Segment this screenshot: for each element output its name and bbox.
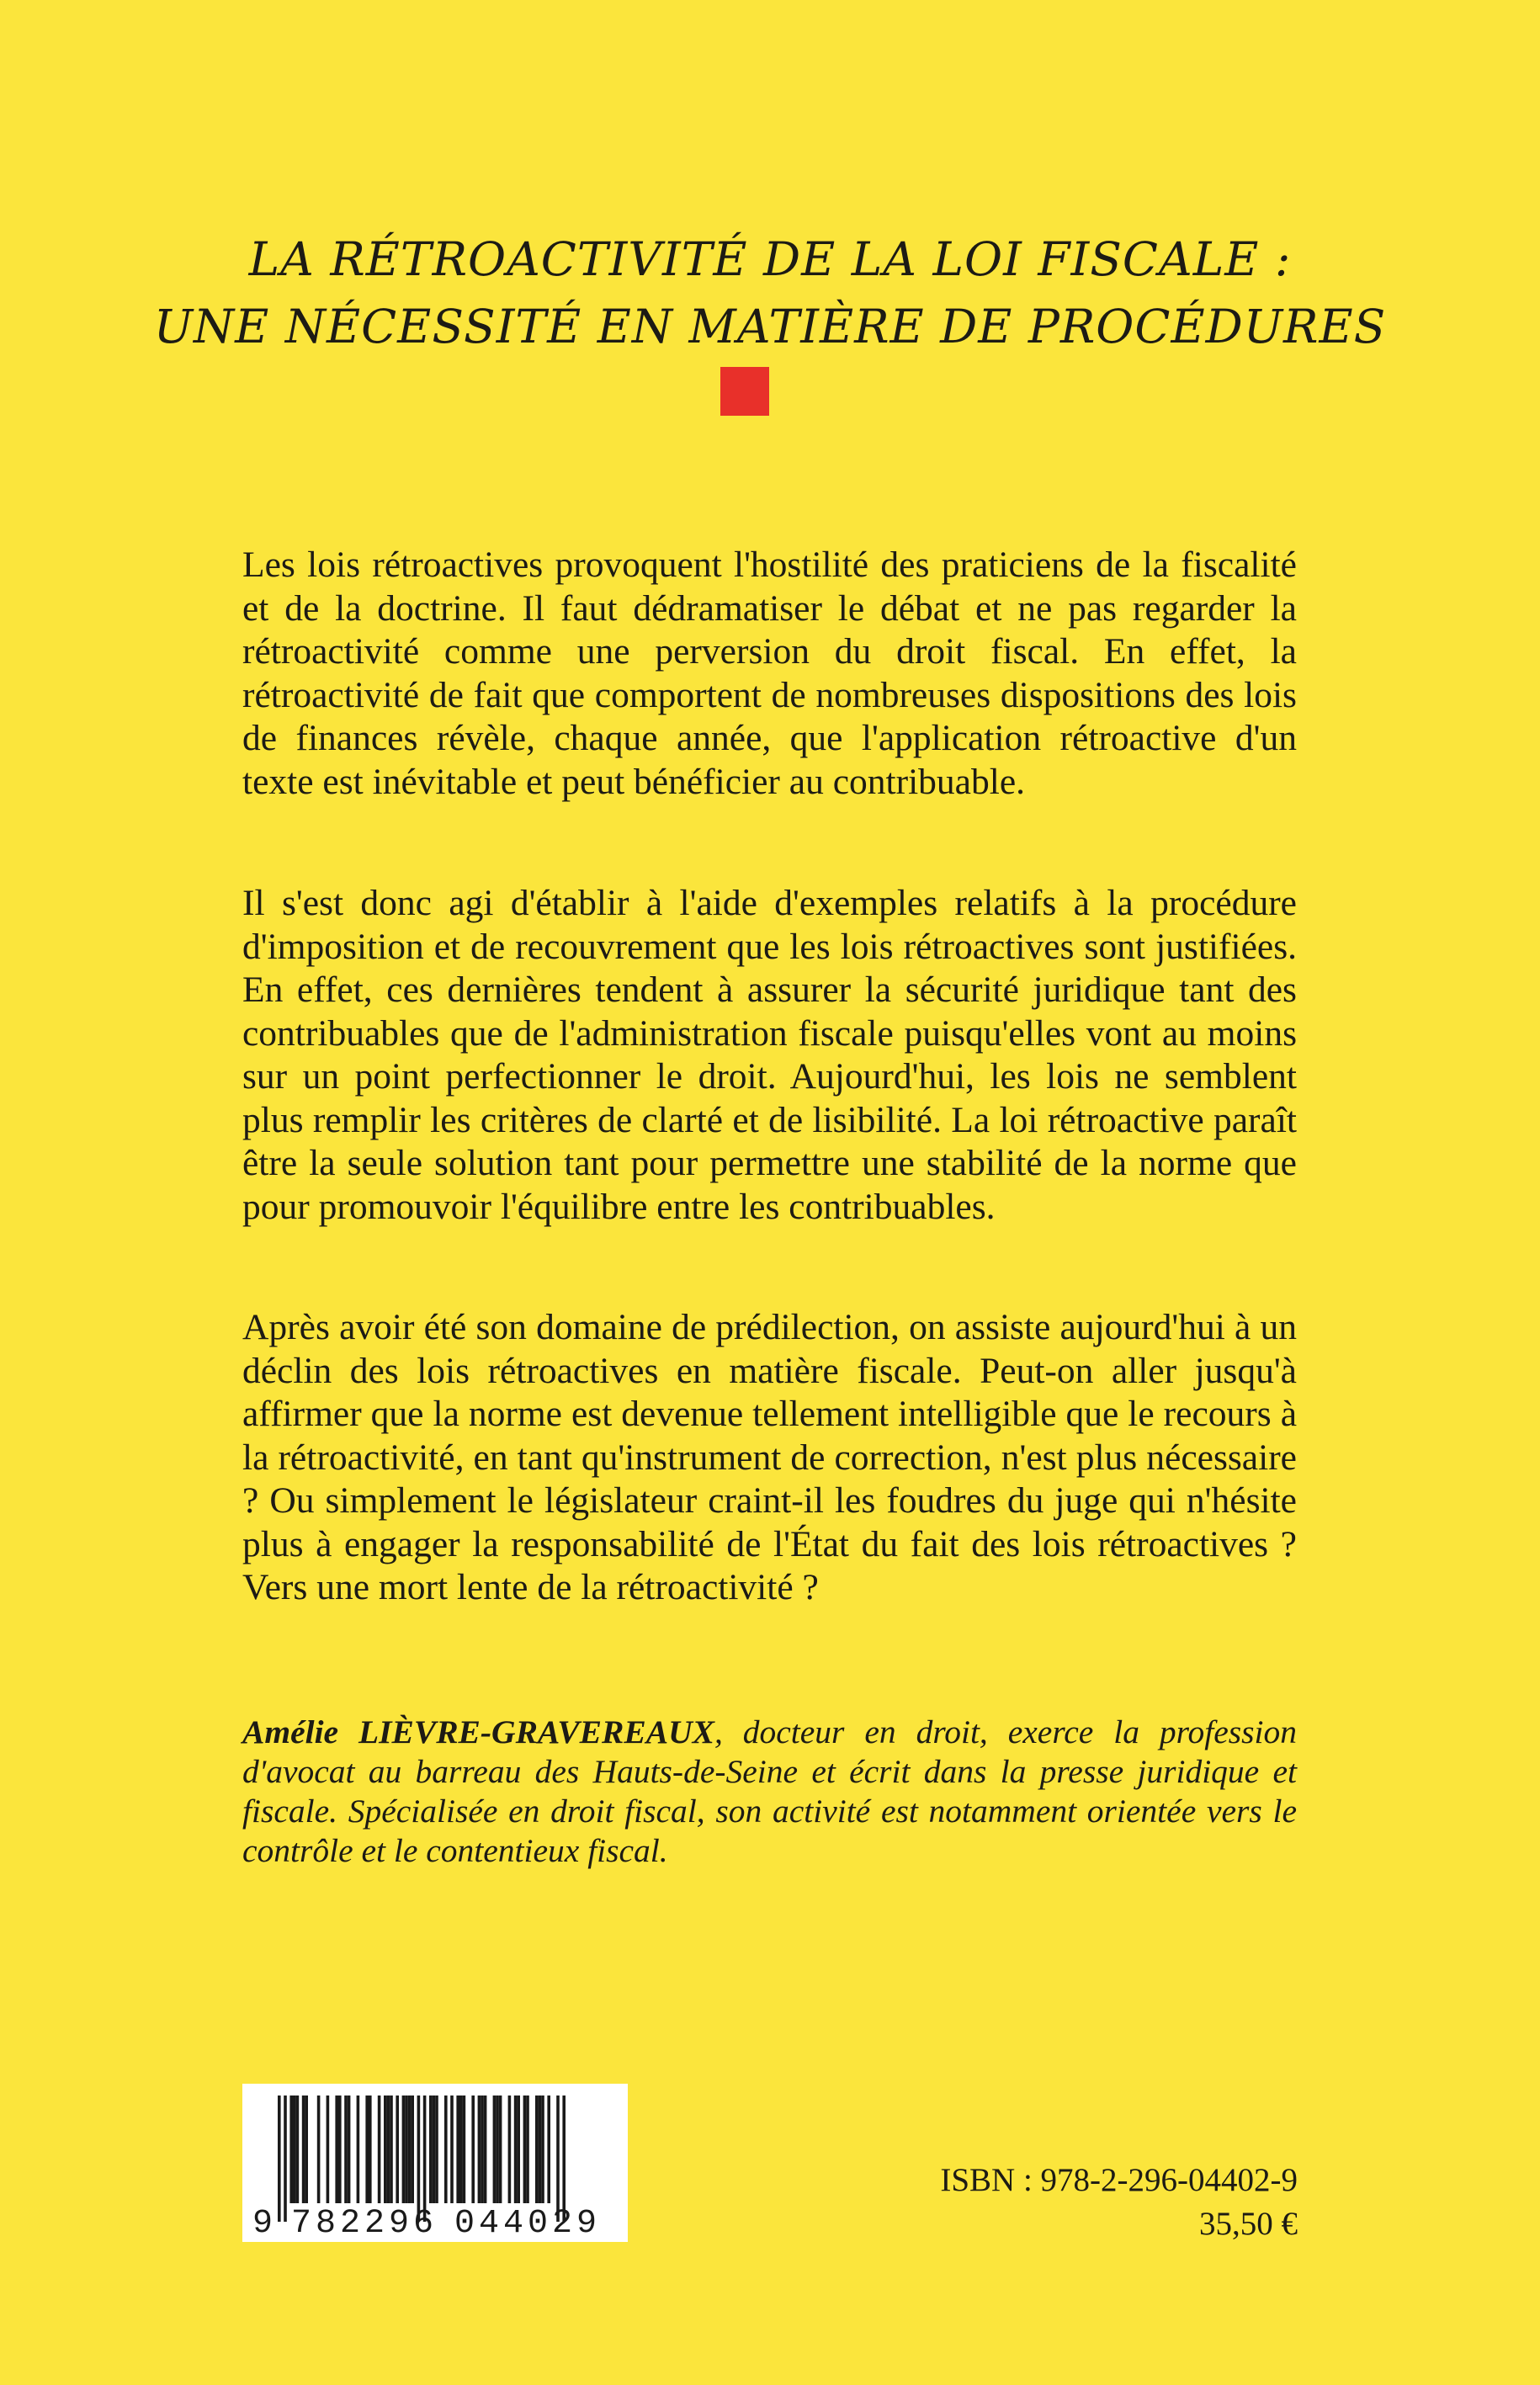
barcode-bar — [456, 2096, 459, 2203]
barcode-bar — [348, 2096, 351, 2203]
barcode-bar — [459, 2096, 463, 2203]
barcode-bar — [338, 2096, 342, 2203]
barcode-bar — [523, 2096, 527, 2203]
barcode-bar — [496, 2096, 499, 2203]
barcode-bar — [517, 2096, 520, 2203]
barcode-bar — [357, 2096, 360, 2203]
author-name: Amélie LIÈVRE-GRAVEREAUX — [242, 1713, 714, 1750]
price: 35,50 € — [1199, 2206, 1298, 2242]
summary-paragraph-2: Il s'est donc agi d'établir à l'aide d'exemples relatifs à la procédure d'imposition et de recouvrement que les lois rétroactives sont justifiées. En effet, ces dernières tendent à assurer la sécurité juridique tant des contribuables que de l'administration fiscale puisqu'elles vont au moins sur un point perfectionner le droit. Aujourd'hui, les lois ne semblent plus remplir les critères de clarté et de lisibilité. La loi rétroactive paraît être la seule solution tant pour permettre une stabilité de la norme que pour promouvoir l'équilibre entre les contribuables. — [242, 883, 1297, 1227]
barcode-bar — [402, 2096, 406, 2203]
barcode-bar — [514, 2096, 518, 2203]
barcode-bar — [541, 2096, 544, 2203]
barcode-bar — [305, 2096, 308, 2203]
barcode-bar — [556, 2096, 560, 2222]
decorative-red-square — [720, 367, 769, 416]
barcode-bar — [396, 2096, 399, 2203]
barcode-bar — [444, 2096, 448, 2203]
barcode-bars — [278, 2096, 566, 2222]
barcode-bar — [562, 2096, 566, 2222]
barcode-bar — [526, 2096, 529, 2203]
barcode-bar — [365, 2096, 369, 2203]
book-title — [0, 226, 1540, 360]
barcode-bar — [289, 2096, 293, 2203]
barcode-left-digits: 782296 — [291, 2205, 438, 2242]
barcode-bar — [335, 2096, 338, 2203]
isbn: ISBN : 978-2-296-04402-9 — [940, 2162, 1298, 2198]
barcode-bar — [484, 2096, 487, 2203]
barcode-graphic — [242, 2084, 628, 2242]
barcode-bar — [508, 2096, 512, 2203]
barcode-bar — [478, 2096, 481, 2203]
barcode-bar — [302, 2096, 305, 2203]
barcode-right-digits: 044029 — [454, 2205, 602, 2242]
barcode-bar — [405, 2096, 408, 2203]
barcode-bar — [284, 2096, 287, 2222]
barcode-bar — [481, 2096, 484, 2203]
author-bio — [242, 1713, 1297, 1871]
barcode-bar — [387, 2096, 390, 2203]
barcode-bar — [535, 2096, 539, 2203]
barcode-bar — [390, 2096, 393, 2203]
barcode-bar — [493, 2096, 497, 2203]
barcode-bar — [423, 2096, 427, 2222]
barcode-bar — [547, 2096, 550, 2203]
barcode-bar — [408, 2096, 412, 2203]
barcode-bar — [384, 2096, 387, 2203]
barcode-bar — [369, 2096, 372, 2203]
barcode-bar — [435, 2096, 438, 2203]
barcode-bar — [317, 2096, 321, 2203]
title-line-1: LA RÉTROACTIVITÉ DE LA LOI FISCALE : — [248, 232, 1292, 286]
barcode-bar — [463, 2096, 466, 2203]
barcode-bar — [450, 2096, 454, 2203]
barcode-bar — [327, 2096, 330, 2203]
barcode — [242, 2084, 628, 2242]
summary-paragraph-1: Les lois rétroactives provoquent l'hostilité des praticiens de la fiscalité et de la doctrine. Il faut dédramatiser le débat et ne pas regarder la rétroactivité comme une perversion du droit fiscal. En effet, la rétroactivité de fait que comportent de nombreuses dispositions des lois de finances révèle, chaque année, que l'application rétroactive d'un texte est inévitable et peut bénéficier au contribuable. — [242, 544, 1297, 802]
barcode-bar — [471, 2096, 475, 2203]
barcode-bar — [296, 2096, 300, 2203]
barcode-bar — [499, 2096, 502, 2203]
barcode-bar — [539, 2096, 542, 2203]
barcode-bar — [417, 2096, 421, 2222]
barcode-bar — [433, 2096, 436, 2203]
barcode-bar — [378, 2096, 381, 2203]
summary-paragraph-3: Après avoir été son domaine de prédilection, on assiste aujourd'hui à un déclin des lois rétroactives en matière fiscale. Peut-on aller jusqu'à affirmer que la norme est devenue tellement intelligible que le recours à la rétroactivité, en tant qu'instrument de correction, n'est plus nécessaire ? Ou simplement le législateur craint-il les foudres du juge qui n'hésite plus à engager la responsabilité de l'État du fait des lois rétroactives ? Vers une mort lente de la rétroactivité ? — [242, 1307, 1297, 1607]
barcode-bar — [278, 2096, 281, 2222]
author-bio-text: , docteur en droit, exerce la profession d'avocat au barreau des Hauts-de-Seine et écrit dans la presse juridique et fiscale. Spécialisée en droit fiscal, son activité est notamment orientée vers le contrôle et le contentieux fiscal. — [242, 1713, 1298, 1869]
barcode-lead-digit: 9 — [252, 2205, 273, 2242]
barcode-bar — [293, 2096, 296, 2203]
barcode-bar — [429, 2096, 433, 2203]
title-line-2: UNE NÉCESSITÉ EN MATIÈRE DE PROCÉDURES — [153, 300, 1387, 353]
barcode-bar — [344, 2096, 348, 2203]
barcode-bar — [411, 2096, 414, 2203]
